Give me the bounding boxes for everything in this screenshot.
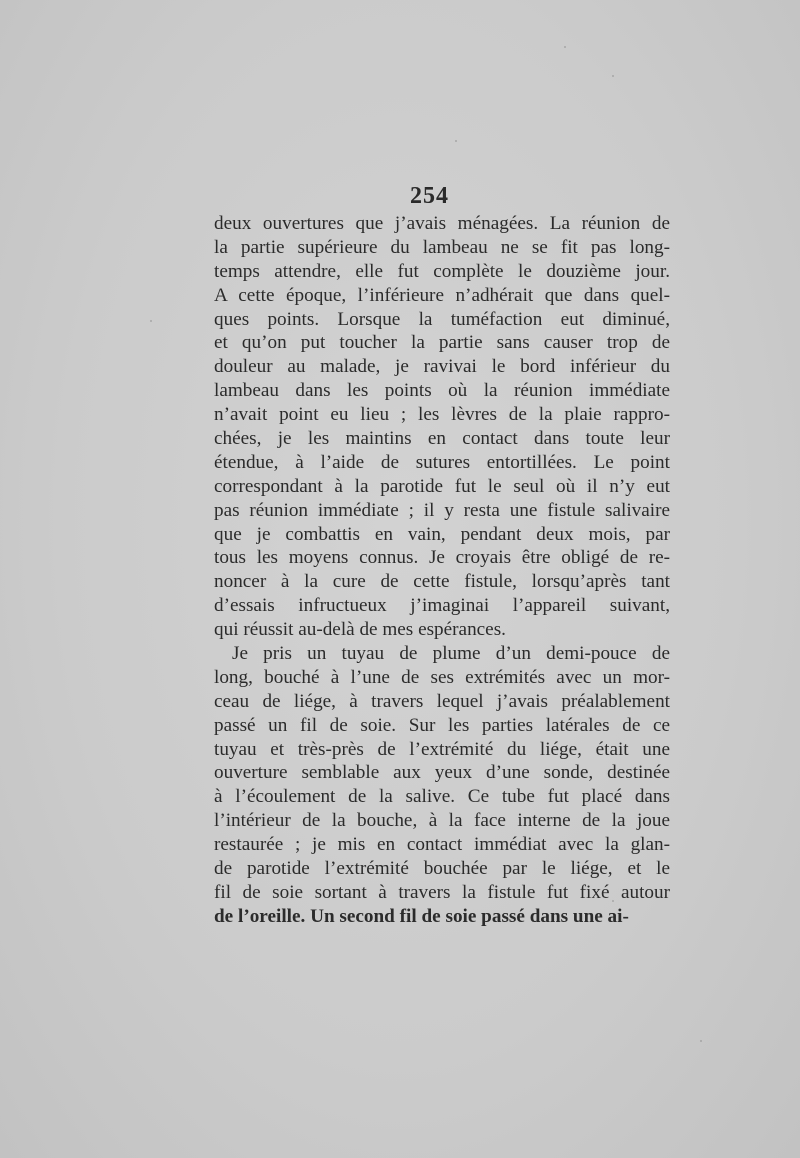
text-line: n’avait point eu lieu ; les lèvres de la plaie rappro- (214, 404, 670, 426)
text-line: de parotide l’extrémité bouchée par le liége, et le (214, 858, 670, 880)
text-line: à l’écoulement de la salive. Ce tube fut placé dans (214, 786, 670, 808)
text-line: d’essais infructueux j’imaginai l’appareil suivant, (214, 595, 670, 617)
text-line: lambeau dans les points où la réunion immédiate (214, 380, 670, 402)
text-line: pas réunion immédiate ; il y resta une fistule salivaire (214, 499, 670, 521)
paper-speck (455, 140, 457, 142)
paper-speck (700, 1040, 702, 1042)
body-text (214, 212, 670, 929)
text-line: l’intérieur de la bouche, à la face interne de la joue (214, 810, 670, 832)
text-line: étendue, à l’aide de sutures entortillées. Le point (214, 451, 670, 473)
text-line: fil de soie sortant à travers la fistule fut fixé autour (214, 881, 670, 903)
text-line: de l’oreille. Un second fil de soie passé dans une ai- (214, 905, 629, 927)
text-line: Je pris un tuyau de plume d’un demi-pouce de (232, 643, 670, 665)
paper-speck (150, 320, 152, 322)
text-line: A cette époque, l’inférieure n’adhérait que dans quel- (214, 284, 670, 306)
text-line: ques points. Lorsque la tuméfaction eut diminué, (214, 308, 670, 330)
paper-speck (564, 46, 566, 48)
text-line: correspondant à la parotide fut le seul où il n’y eut (214, 475, 670, 497)
paper-speck (612, 75, 614, 77)
text-line: passé un fil de soie. Sur les parties latérales de ce (214, 714, 670, 736)
text-line: ceau de liége, à travers lequel j’avais préalablement (214, 690, 670, 712)
text-line: que je combattis en vain, pendant deux mois, par (214, 523, 670, 545)
text-line: qui réussit au-delà de mes espérances. (214, 619, 506, 641)
text-line: temps attendre, elle fut complète le douzième jour. (214, 260, 670, 282)
text-line: chées, je les maintins en contact dans toute leur (214, 428, 670, 450)
page-number: 254 (410, 183, 449, 209)
text-line: et qu’on put toucher la partie sans causer trop de (214, 332, 670, 354)
text-line: la partie supérieure du lambeau ne se fit pas long- (214, 236, 670, 258)
text-line: restaurée ; je mis en contact immédiat avec la glan- (214, 834, 670, 856)
text-line: deux ouvertures que j’avais ménagées. La réunion de (214, 213, 670, 234)
text-line: tuyau et très-près de l’extrémité du liége, était une (214, 738, 670, 760)
text-line: ouverture semblable aux yeux d’une sonde, destinée (214, 762, 670, 784)
text-line: noncer à la cure de cette fistule, lorsqu’après tant (214, 571, 670, 593)
text-line: douleur au malade, je ravivai le bord inférieur du (214, 356, 670, 378)
text-line: long, bouché à l’une de ses extrémités avec un mor- (214, 666, 670, 688)
text-line: tous les moyens connus. Je croyais être obligé de re- (214, 547, 670, 569)
